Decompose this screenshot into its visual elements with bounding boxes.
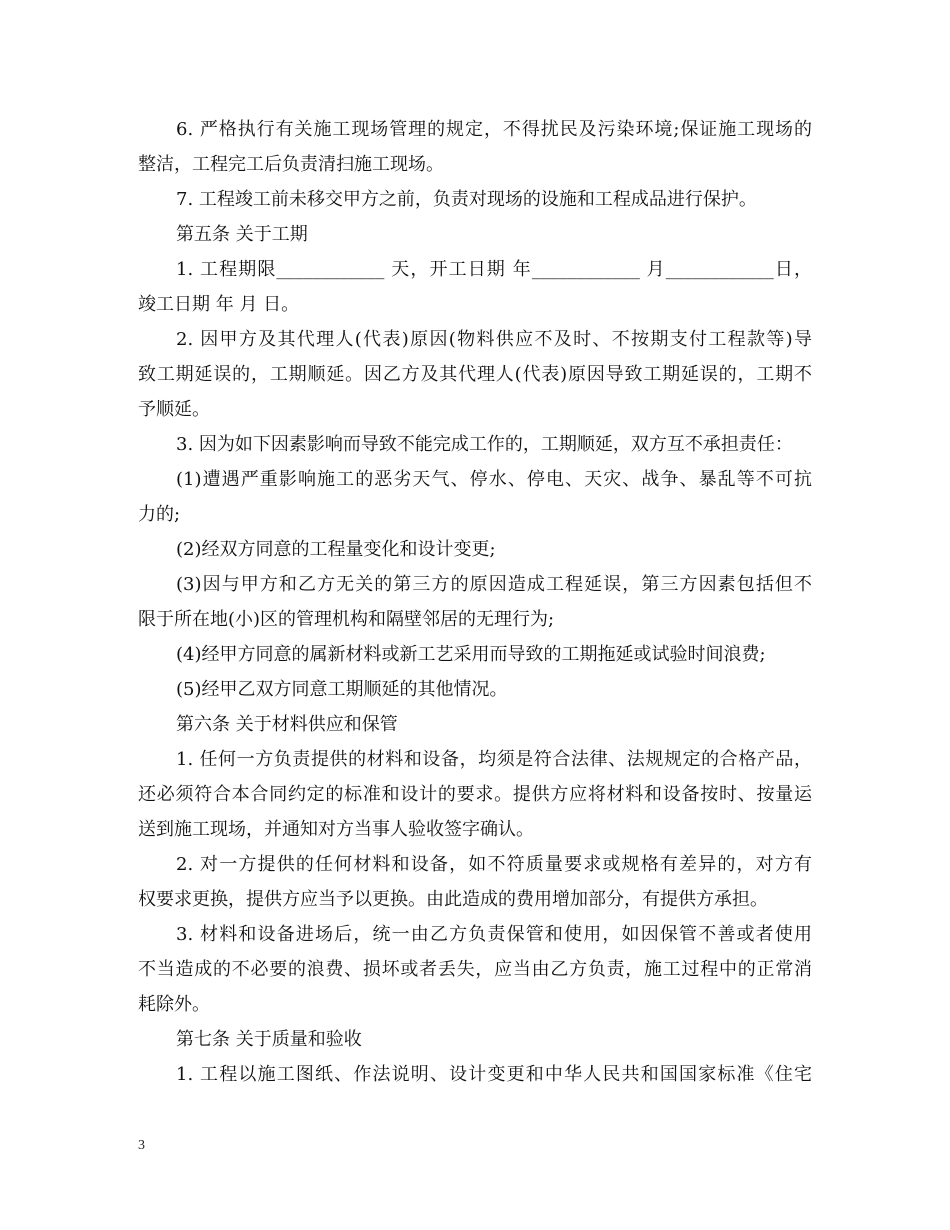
paragraph-line: 整洁，工程完工后负责清扫施工现场。 bbox=[138, 154, 444, 175]
page-number: 3 bbox=[138, 1138, 145, 1153]
paragraph-line: 致工期延误的，工期顺延。因乙方及其代理人(代表)原因导致工期延误的，工期不 bbox=[138, 364, 812, 385]
paragraph-line: 不当造成的不必要的浪费、损坏或者丢失，应当由乙方负责，施工过程中的正常消 bbox=[138, 959, 812, 980]
paragraph-line: 1. 工程以施工图纸、作法说明、设计变更和中华人民共和国国家标准《住宅 bbox=[176, 1064, 812, 1085]
list-item-line: (4)经甲方同意的属新材料或新工艺采用而导致的工期拖延或试验时间浪费; bbox=[176, 644, 766, 665]
paragraph-line: 3. 材料和设备进场后，统一由乙方负责保管和使用，如因保管不善或者使用 bbox=[176, 924, 812, 945]
list-item-line: (5)经甲乙双方同意工期顺延的其他情况。 bbox=[176, 679, 508, 700]
section-heading: 第六条 关于材料供应和保管 bbox=[176, 714, 398, 735]
paragraph-line: 7. 工程竣工前未移交甲方之前，负责对现场的设施和工程成品进行保护。 bbox=[176, 189, 757, 210]
list-item-line: 力的; bbox=[138, 504, 181, 525]
list-item-line: 限于所在地(小)区的管理机构和隔壁邻居的无理行为; bbox=[138, 609, 555, 630]
section-heading: 第五条 关于工期 bbox=[176, 224, 308, 245]
paragraph-line: 权要求更换，提供方应当予以更换。由此造成的费用增加部分，有提供方承担。 bbox=[138, 889, 768, 910]
paragraph-line: 送到施工现场，并通知对方当事人验收签字确认。 bbox=[138, 819, 534, 840]
paragraph-line: 1. 工程期限____________ 天，开工日期 年____________ 月____________日， bbox=[176, 259, 812, 280]
paragraph-line: 2. 因甲方及其代理人(代表)原因(物料供应不及时、不按期支付工程款等)导 bbox=[176, 329, 812, 350]
paragraph-line: 还必须符合本合同约定的标准和设计的要求。提供方应将材料和设备按时、按量运 bbox=[138, 784, 812, 805]
list-item-line: (3)因与甲方和乙方无关的第三方的原因造成工程延误，第三方因素包括但不 bbox=[176, 574, 812, 595]
paragraph-line: 予顺延。 bbox=[138, 399, 210, 420]
section-heading: 第七条 关于质量和验收 bbox=[176, 1029, 362, 1050]
paragraph-line: 竣工日期 年 月 日。 bbox=[138, 294, 300, 315]
list-item-line: (2)经双方同意的工程量变化和设计变更; bbox=[176, 539, 496, 560]
paragraph-line: 3. 因为如下因素影响而导致不能完成工作的，工期顺延，双方互不承担责任： bbox=[176, 434, 793, 455]
list-item-line: (1)遭遇严重影响施工的恶劣天气、停水、停电、天灾、战争、暴乱等不可抗 bbox=[176, 469, 812, 490]
paragraph-line: 耗除外。 bbox=[138, 994, 210, 1015]
paragraph-line: 1. 任何一方负责提供的材料和设备，均须是符合法律、法规规定的合格产品， bbox=[176, 749, 812, 770]
paragraph-line: 2. 对一方提供的任何材料和设备，如不符质量要求或规格有差异的，对方有 bbox=[176, 854, 812, 875]
paragraph-line: 6. 严格执行有关施工现场管理的规定，不得扰民及污染环境;保证施工现场的 bbox=[176, 119, 812, 140]
